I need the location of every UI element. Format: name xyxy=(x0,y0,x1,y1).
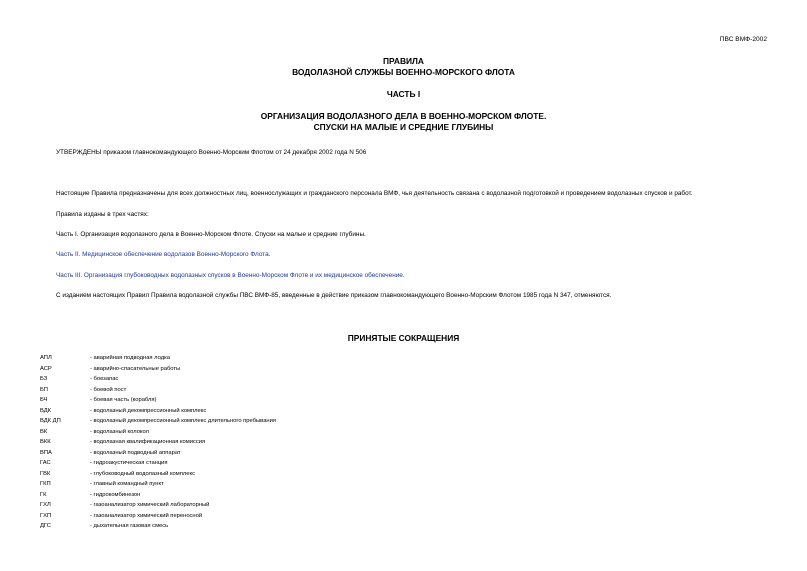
abbreviation-description: - водолазный декомпрессионный комплекс xyxy=(90,407,207,414)
abbreviation-row xyxy=(40,395,276,406)
abbreviation-row xyxy=(40,364,276,375)
abbreviation-code: ГК xyxy=(40,491,47,498)
abbreviation-description: - боевая часть (корабля) xyxy=(90,397,157,403)
abbreviation-description: - боезапас xyxy=(90,376,119,382)
abbreviation-code: БЗ xyxy=(40,376,48,382)
title-line-1: ПРАВИЛА xyxy=(383,56,424,66)
abbreviation-row xyxy=(40,469,276,480)
abbreviations-heading: ПРИНЯТЫЕ СОКРАЩЕНИЯ xyxy=(347,333,460,343)
approval-note: УТВЕРЖДЕНЫ приказом главнокомандующего Военно-Морским Флотом от 24 декабря 2002 года N 506 xyxy=(56,149,367,156)
abbreviation-row xyxy=(40,353,276,364)
abbreviations-list xyxy=(40,353,276,532)
abbreviation-row xyxy=(40,416,276,427)
abbreviation-code: ВДК ДП xyxy=(40,418,61,424)
abbreviation-code: АСР xyxy=(40,365,52,372)
cancellation-note: С изданием настоящих Правил Правила водолазной службы ПВС ВМФ-85, введенные в действие приказом главнокомандующего Военно-Морским Флотом 1985 года N 347, отменяются. xyxy=(56,292,612,299)
abbreviation-code: ДГС xyxy=(40,523,51,529)
intro-paragraph: Настоящие Правила предназначены для всех должностных лиц, военнослужащих и гражданского персонала ВМФ, чья деятельность связана с водолазной подготовкой и проведением водолазных спусков и работ. xyxy=(56,190,693,197)
subtitle-line-1: ОРГАНИЗАЦИЯ ВОДОЛАЗНОГО ДЕЛА В ВОЕННО-МОРСКОМ ФЛОТЕ. xyxy=(260,111,547,121)
part-1-item: Часть I. Организация водолазного дела в Военно-Морском Флоте. Спуски на малые и средние глубины. xyxy=(56,231,366,238)
abbreviation-description: - глубоководный водолазный комплекс xyxy=(90,470,196,477)
abbreviation-row xyxy=(40,458,276,469)
abbreviation-row xyxy=(40,448,276,459)
title-line-2: ВОДОЛАЗНОЙ СЛУЖБЫ ВОЕННО-МОРСКОГО ФЛОТА xyxy=(292,67,515,77)
abbreviation-description: - аварийно-спасательные работы xyxy=(90,365,181,372)
abbreviation-code: БП xyxy=(40,386,48,393)
parts-intro: Правила изданы в трех частях: xyxy=(56,211,149,218)
title-part: ЧАСТЬ I xyxy=(386,89,421,99)
abbreviation-description: - водолазный колокол xyxy=(90,428,149,435)
abbreviation-row xyxy=(40,437,276,448)
abbreviation-code: ГКП xyxy=(40,481,51,487)
abbreviation-description: - водолазный подводный аппарат xyxy=(90,449,181,456)
abbreviation-row xyxy=(40,374,276,385)
part-3-link[interactable]: Часть III. Организация глубоководных водолазных спусков в Военно-Морском Флоте и их медицинское обеспечение. xyxy=(56,272,405,279)
abbreviation-description: - водолазная квалификационная комиссия xyxy=(90,439,206,445)
abbreviation-row xyxy=(40,521,276,532)
abbreviation-description: - аварийная подводная лодка xyxy=(90,355,170,361)
abbreviation-code: ГАС xyxy=(40,460,51,466)
abbreviation-description: - боевой пост xyxy=(90,386,127,393)
abbreviation-description: - дыхательная газовая смесь xyxy=(90,523,169,529)
abbreviation-code: ВПА xyxy=(40,449,52,456)
abbreviation-code: ГХП xyxy=(40,512,52,519)
abbreviation-row xyxy=(40,406,276,417)
abbreviation-description: - гидрокомбинезон xyxy=(90,491,141,498)
abbreviation-description: - водолазный декомпрессионный комплекс длительного пребывания xyxy=(90,418,276,424)
abbreviation-code: БЧ xyxy=(40,397,48,403)
abbreviation-row xyxy=(40,385,276,396)
abbreviation-code: ГВК xyxy=(40,470,51,477)
abbreviation-code: АПЛ xyxy=(40,355,52,361)
abbreviation-code: ВКК xyxy=(40,439,51,445)
abbreviation-description: - главный командный пункт xyxy=(90,481,164,487)
abbreviation-row xyxy=(40,490,276,501)
document-title xyxy=(0,56,807,133)
subtitle-line-2: СПУСКИ НА МАЛЫЕ И СРЕДНИЕ ГЛУБИНЫ xyxy=(313,122,494,132)
abbreviation-row xyxy=(40,500,276,511)
abbreviation-description: - газоанализатор химический лабораторный xyxy=(90,502,210,508)
part-2-link[interactable]: Часть II. Медицинское обеспечение водолазов Военно-Морского Флота. xyxy=(56,251,271,258)
abbreviation-code: ВДК xyxy=(40,407,52,414)
abbreviation-description: - газоанализатор химический переносной xyxy=(90,512,203,519)
abbreviation-description: - гидроакустическая станция xyxy=(90,460,168,466)
abbreviation-code: ГХЛ xyxy=(40,502,51,508)
abbreviation-row xyxy=(40,511,276,522)
abbreviation-row xyxy=(40,479,276,490)
abbreviation-row xyxy=(40,427,276,438)
document-code: ПВС ВМФ-2002 xyxy=(719,36,767,43)
abbreviation-code: ВК xyxy=(40,428,48,435)
